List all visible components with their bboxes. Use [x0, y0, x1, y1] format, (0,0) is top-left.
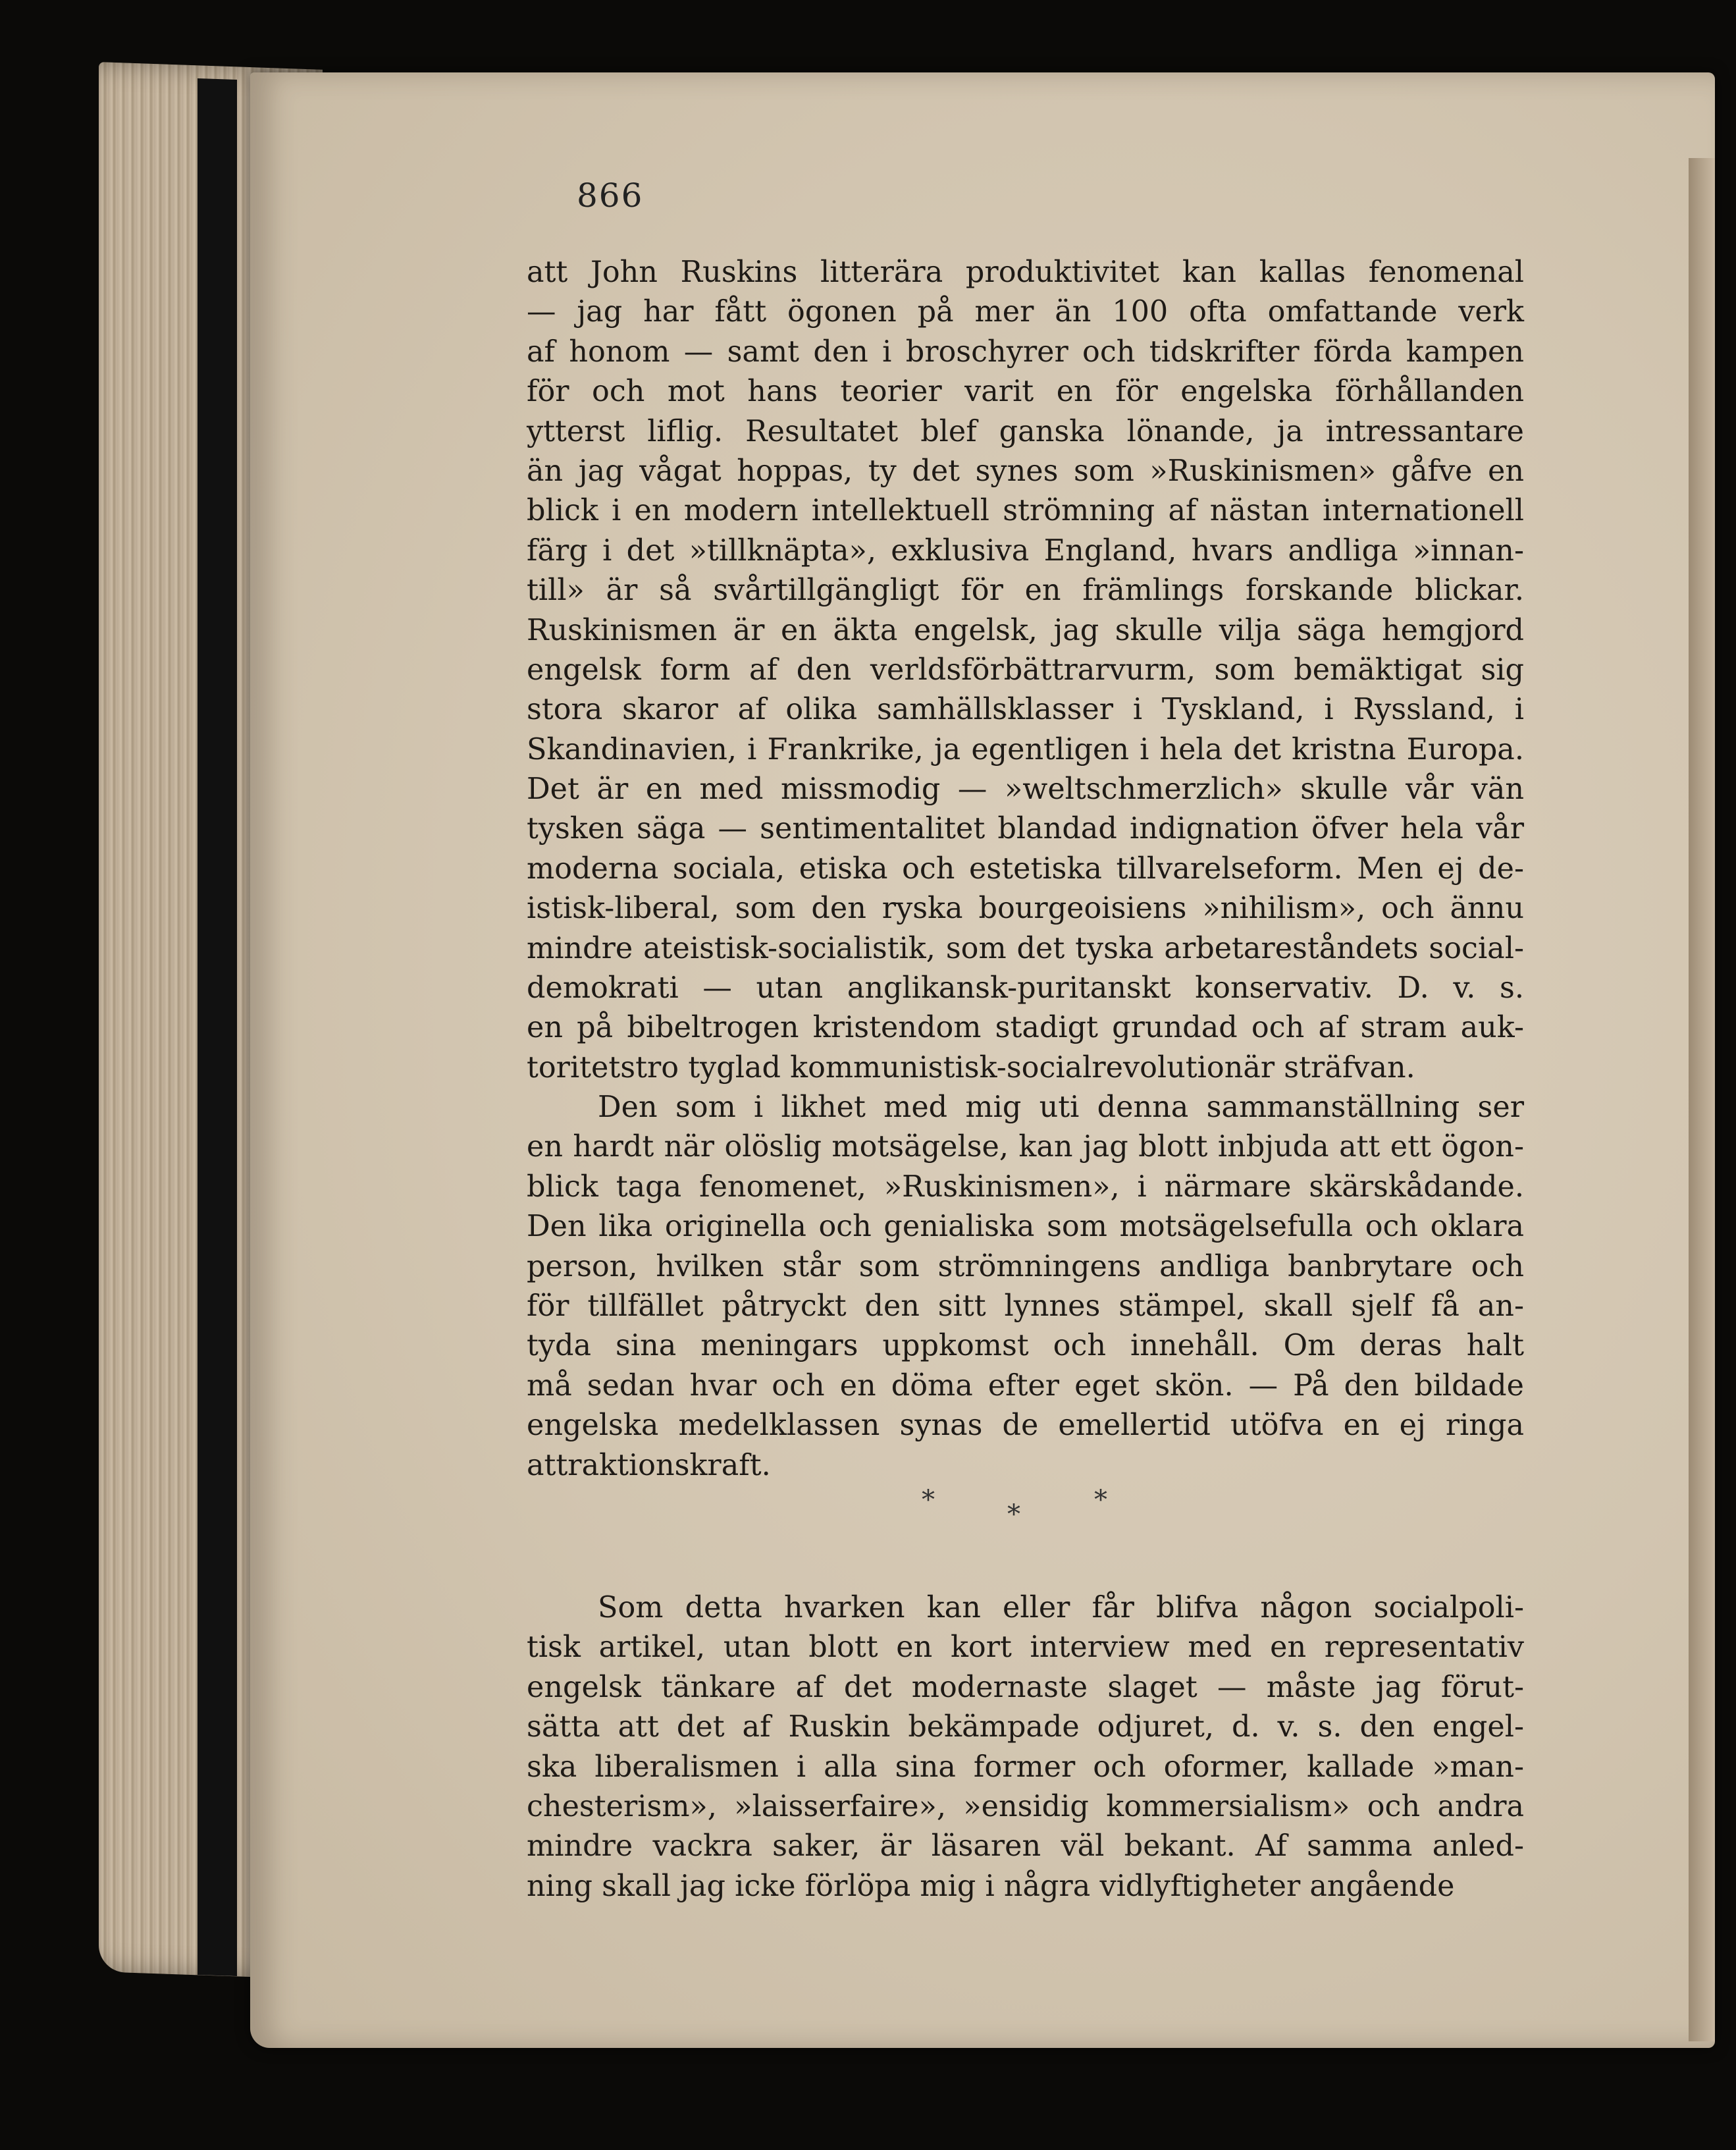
book-gutter-shadow: [197, 78, 237, 1976]
paragraph-2: [527, 1088, 1524, 1486]
text-line: istisk-liberal, som den ryska bourgeoisiens »nihilism», och ännu: [527, 892, 1524, 926]
text-line: Ruskinismen är en äkta engelsk, jag skulle vilja säga hemgjord: [527, 613, 1524, 647]
text-line: för och mot hans teorier varit en för engelska förhållanden: [527, 375, 1524, 409]
text-line: blick i en modern intellektuell strömning af nästan internationell: [527, 494, 1524, 528]
text-line: moderna sociala, etiska och estetiska tillvarelseform. Men ej de-: [527, 851, 1524, 886]
text-line: en på bibeltrogen kristendom stadigt grundad och af stram auk-: [527, 1011, 1524, 1045]
text-line: ning skall jag icke förlöpa mig i några vidlyftigheter angående: [527, 1869, 1455, 1903]
text-line: mindre vackra saker, är läsaren väl bekant. Af samma anled-: [527, 1829, 1524, 1864]
text-line: Den som i likhet med mig uti denna sammanställning ser: [598, 1090, 1524, 1124]
text-line: att John Ruskins litterära produktivitet kan kallas fenomenal: [527, 255, 1524, 289]
text-line: mindre ateistisk-socialistik, som det tyska arbetareståndets social-: [527, 931, 1524, 965]
text-line: toritetstro tyglad kommunistisk-socialrevolutionär sträfvan.: [527, 1050, 1415, 1085]
text-line: Den lika originella och genialiska som motsägelsefulla och oklara: [527, 1210, 1524, 1244]
text-line: färg i det »tillknäpta», exklusiva England, hvars andliga »innan-: [527, 533, 1524, 568]
page-number: 866: [577, 176, 644, 215]
separator-asterisk: *: [1094, 1485, 1107, 1515]
next-page-edge: [1689, 158, 1715, 2041]
text-line: tyda sina meningars uppkomst och innehåll. Om deras halt: [527, 1329, 1524, 1363]
text-line: person, hvilken står som strömningens andliga banbrytare och: [527, 1249, 1524, 1283]
text-line: sätta att det af Ruskin bekämpade odjuret, d. v. s. den engel-: [527, 1710, 1524, 1744]
text-line: tisk artikel, utan blott en kort interview med en representativ: [527, 1630, 1524, 1665]
text-line: för tillfället påtryckt den sitt lynnes stämpel, skall sjelf få an-: [527, 1289, 1524, 1323]
text-line: stora skaror af olika samhällsklasser i Tyskland, i Ryssland, i: [527, 693, 1524, 727]
section-separator: [922, 1485, 1145, 1544]
text-line: en hardt när olöslig motsägelse, kan jag blott inbjuda att ett ögon-: [527, 1130, 1524, 1164]
paragraph-1: [527, 253, 1524, 1088]
text-line: engelsk form af den verldsförbättrarvurm, som bemäktigat sig: [527, 653, 1524, 687]
text-line: Skandinavien, i Frankrike, ja egentligen i hela det kristna Europa.: [527, 732, 1524, 766]
text-line: ska liberalismen i alla sina former och oformer, kallade »man-: [527, 1750, 1524, 1784]
text-line: chesterism», »laisserfaire», »ensidig kommersialism» och andra: [527, 1789, 1524, 1823]
separator-asterisk: *: [1007, 1499, 1020, 1530]
text-line: demokrati — utan anglikansk-puritanskt konservativ. D. v. s.: [527, 971, 1524, 1006]
text-line: engelska medelklassen synas de emellertid utöfva en ej ringa: [527, 1409, 1524, 1443]
text-line: än jag vågat hoppas, ty det synes som »Ruskinismen» gåfve en: [527, 454, 1524, 488]
text-line: må sedan hvar och en döma efter eget skön. — På den bildade: [527, 1368, 1524, 1403]
text-line: till» är så svårtillgängligt för en främlings forskande blickar.: [527, 574, 1524, 608]
text-line: engelsk tänkare af det modernaste slaget — måste jag förut-: [527, 1670, 1524, 1704]
text-line: af honom — samt den i broschyrer och tidskrifter förda kampen: [527, 335, 1524, 369]
text-line: Som detta hvarken kan eller får blifva någon socialpoli-: [598, 1591, 1524, 1625]
separator-asterisk: *: [922, 1485, 935, 1515]
paragraph-3: [527, 1588, 1524, 1906]
text-line: tysken säga — sentimentalitet blandad indignation öfver hela vår: [527, 812, 1524, 846]
text-line: — jag har fått ögonen på mer än 100 ofta omfattande verk: [527, 295, 1524, 329]
text-line: attraktionskraft.: [527, 1448, 771, 1482]
text-line: ytterst liflig. Resultatet blef ganska lönande, ja intressantare: [527, 414, 1524, 448]
text-line: blick taga fenomenet, »Ruskinismen», i närmare skärskådande.: [527, 1169, 1524, 1204]
text-line: Det är en med missmodig — »weltschmerzlich» skulle vår vän: [527, 772, 1524, 807]
